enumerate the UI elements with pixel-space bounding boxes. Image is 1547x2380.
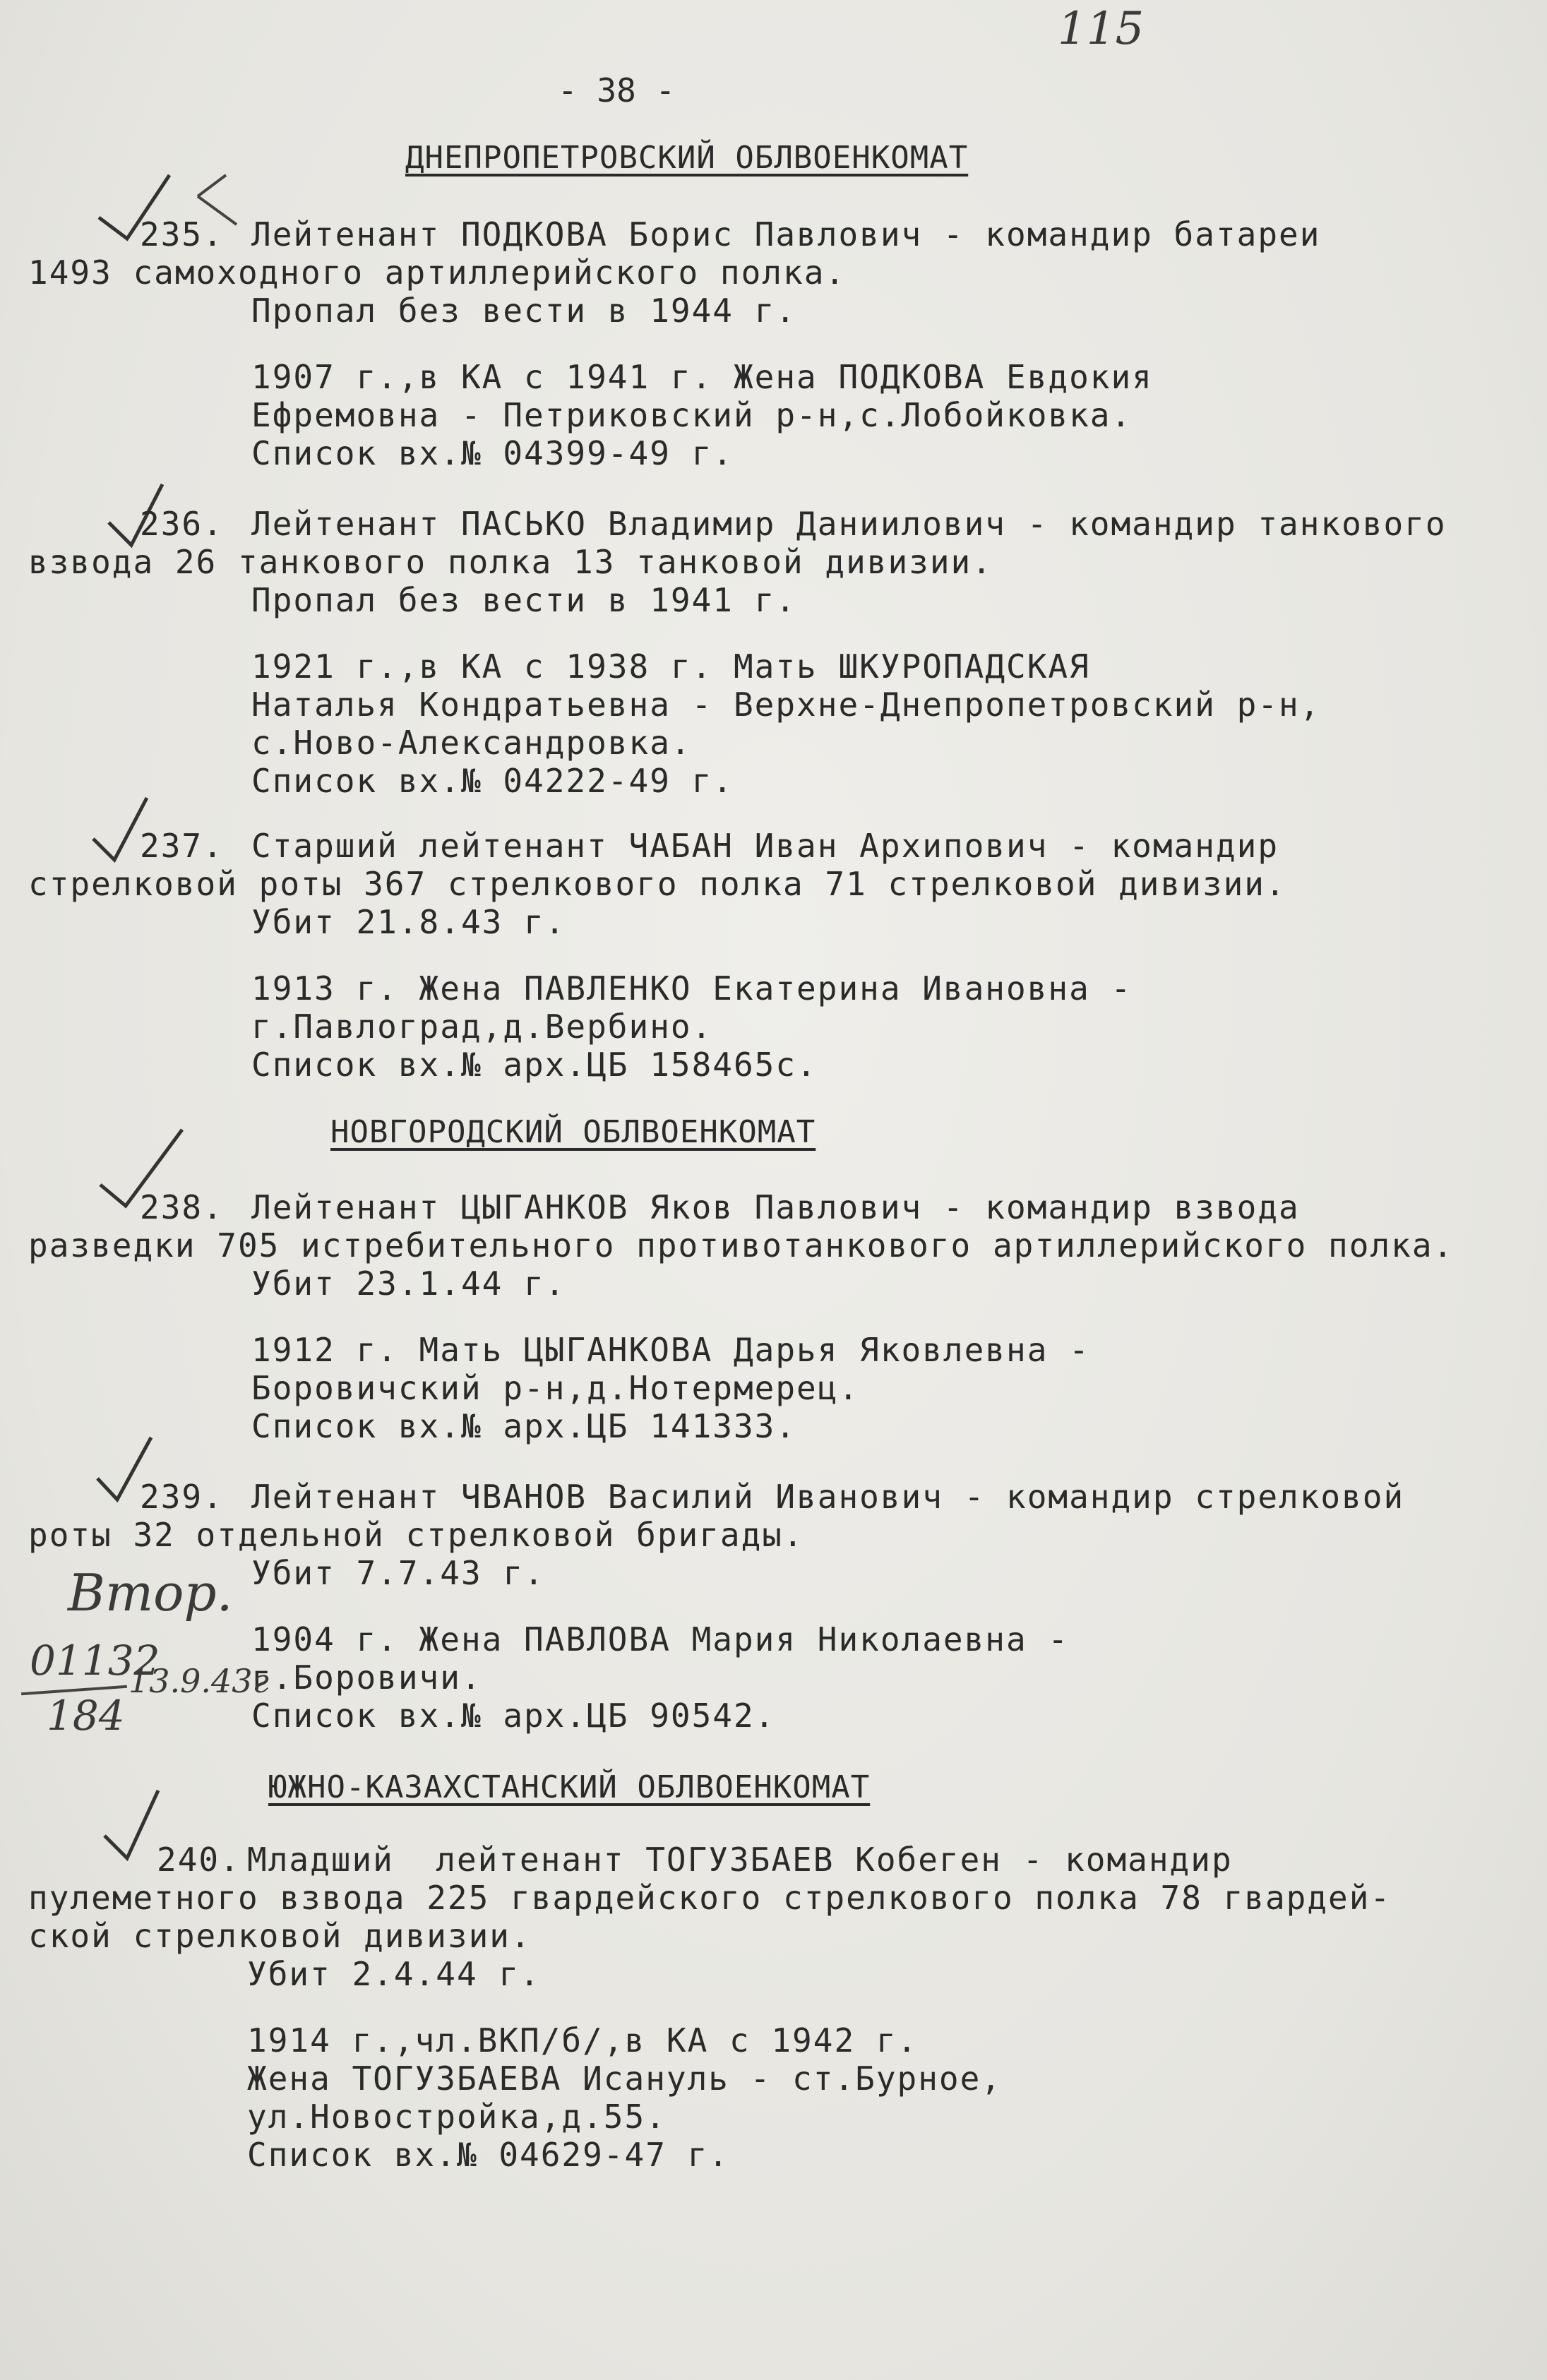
entry-237-fate: Убит 21.8.43 г. bbox=[251, 903, 566, 941]
handwritten-vtor: Втор. bbox=[68, 1563, 233, 1622]
entry-240-detail-2: Жена ТОГУЗБАЕВА Исануль - ст.Бурное, bbox=[247, 2059, 1002, 2098]
entry-240-detail-4: Список вх.№ 04629-47 г. bbox=[247, 2136, 729, 2174]
entry-239-number: 239. bbox=[140, 1478, 224, 1516]
entry-235-detail-1: 1907 г.,в КА с 1941 г. Жена ПОДКОВА Евдокия bbox=[251, 358, 1153, 396]
section-heading-south-kazakhstan: ЮЖНО-КАЗАХСТАНСКИЙ ОБЛВОЕНКОМАТ bbox=[268, 1769, 871, 1805]
entry-240-line-2: пулеметного взвода 225 гвардейского стрелкового полка 78 гвардей- bbox=[28, 1879, 1392, 1917]
entry-236-detail-3: с.Ново-Александровка. bbox=[251, 724, 692, 762]
archive-page-number: 115 bbox=[1058, 3, 1145, 55]
section-heading-novgorod: НОВГОРОДСКИЙ ОБЛВОЕНКОМАТ bbox=[330, 1114, 816, 1150]
entry-235-detail-2: Ефремовна - Петриковский р-н,с.Лобойковка. bbox=[251, 396, 1133, 434]
entry-239-detail-2: г.Боровичи. bbox=[251, 1658, 482, 1697]
entry-235-fate: Пропал без вести в 1944 г. bbox=[251, 292, 797, 330]
entry-238-line-2: разведки 705 истребительного противотанкового артиллерийского полка. bbox=[28, 1226, 1455, 1264]
entry-236-line-1: Лейтенант ПАСЬКО Владимир Даниилович - командир танкового bbox=[251, 505, 1447, 543]
handwritten-ref-top: 01132 bbox=[30, 1637, 160, 1685]
entry-237-line-1: Старший лейтенант ЧАБАН Иван Архипович - командир bbox=[251, 827, 1279, 865]
entry-237-line-2: стрелковой роты 367 стрелкового полка 71 стрелковой дивизии. bbox=[28, 865, 1286, 903]
entry-239-detail-3: Список вх.№ арх.ЦБ 90542. bbox=[251, 1697, 776, 1735]
entry-240-line-3: ской стрелковой дивизии. bbox=[28, 1917, 532, 1955]
entry-238-number: 238. bbox=[140, 1188, 224, 1226]
entry-240-number: 240. bbox=[157, 1841, 241, 1879]
entry-235-line-1: Лейтенант ПОДКОВА Борис Павлович - командир батареи bbox=[251, 215, 1321, 253]
entry-239-line-2: роты 32 отдельной стрелковой бригады. bbox=[28, 1516, 804, 1554]
entry-238-detail-1: 1912 г. Мать ЦЫГАНКОВА Дарья Яковлевна - bbox=[251, 1331, 1090, 1369]
entry-238-detail-2: Боровичский р-н,д.Нотермерец. bbox=[251, 1369, 860, 1407]
page-number: - 38 - bbox=[558, 71, 676, 109]
entry-236-detail-2: Наталья Кондратьевна - Верхне-Днепропетровский р-н, bbox=[251, 686, 1321, 724]
entry-235-number: 235. bbox=[140, 215, 224, 253]
entry-237-detail-3: Список вх.№ арх.ЦБ 158465с. bbox=[251, 1046, 818, 1084]
entry-236-detail-1: 1921 г.,в КА с 1938 г. Мать ШКУРОПАДСКАЯ bbox=[251, 647, 1090, 686]
entry-239-fate: Убит 7.7.43 г. bbox=[251, 1554, 545, 1592]
entry-237-number: 237. bbox=[140, 827, 224, 865]
entry-236-fate: Пропал без вести в 1941 г. bbox=[251, 581, 797, 619]
entry-238-fate: Убит 23.1.44 г. bbox=[251, 1264, 566, 1303]
entry-240-fate: Убит 2.4.44 г. bbox=[247, 1955, 541, 1993]
entry-236-line-2: взвода 26 танкового полка 13 танковой дивизии. bbox=[28, 543, 993, 581]
check-mark-icon bbox=[99, 1786, 162, 1864]
entry-240-detail-3: ул.Новостройка,д.55. bbox=[247, 2098, 667, 2136]
entry-239-line-1: Лейтенант ЧВАНОВ Василий Иванович - командир стрелковой bbox=[251, 1478, 1405, 1516]
entry-240-detail-1: 1914 г.,чл.ВКП/б/,в КА с 1942 г. bbox=[247, 2021, 919, 2059]
entry-238-detail-3: Список вх.№ арх.ЦБ 141333. bbox=[251, 1407, 797, 1445]
handwritten-ref-date: 13.9.43г bbox=[129, 1662, 269, 1700]
entry-236-detail-4: Список вх.№ 04222-49 г. bbox=[251, 762, 734, 800]
entry-235-detail-3: Список вх.№ 04399-49 г. bbox=[251, 434, 734, 472]
entry-239-detail-1: 1904 г. Жена ПАВЛОВА Мария Николаевна - bbox=[251, 1620, 1070, 1658]
entry-236-number: 236. bbox=[140, 505, 224, 543]
entry-237-detail-2: г.Павлоград,д.Вербино. bbox=[251, 1007, 713, 1046]
entry-237-detail-1: 1913 г. Жена ПАВЛЕНКО Екатерина Ивановна - bbox=[251, 969, 1133, 1007]
entry-235-line-2: 1493 самоходного артиллерийского полка. bbox=[28, 253, 847, 292]
entry-238-line-1: Лейтенант ЦЫГАНКОВ Яков Павлович - командир взвода bbox=[251, 1188, 1300, 1226]
section-heading-dnepropetrovsk: ДНЕПРОПЕТРОВСКИЙ ОБЛВОЕНКОМАТ bbox=[405, 140, 969, 176]
handwritten-ref-bottom: 184 bbox=[47, 1692, 125, 1740]
entry-240-line-1: Младший лейтенант ТОГУЗБАЕВ Кобеген - командир bbox=[247, 1841, 1233, 1879]
